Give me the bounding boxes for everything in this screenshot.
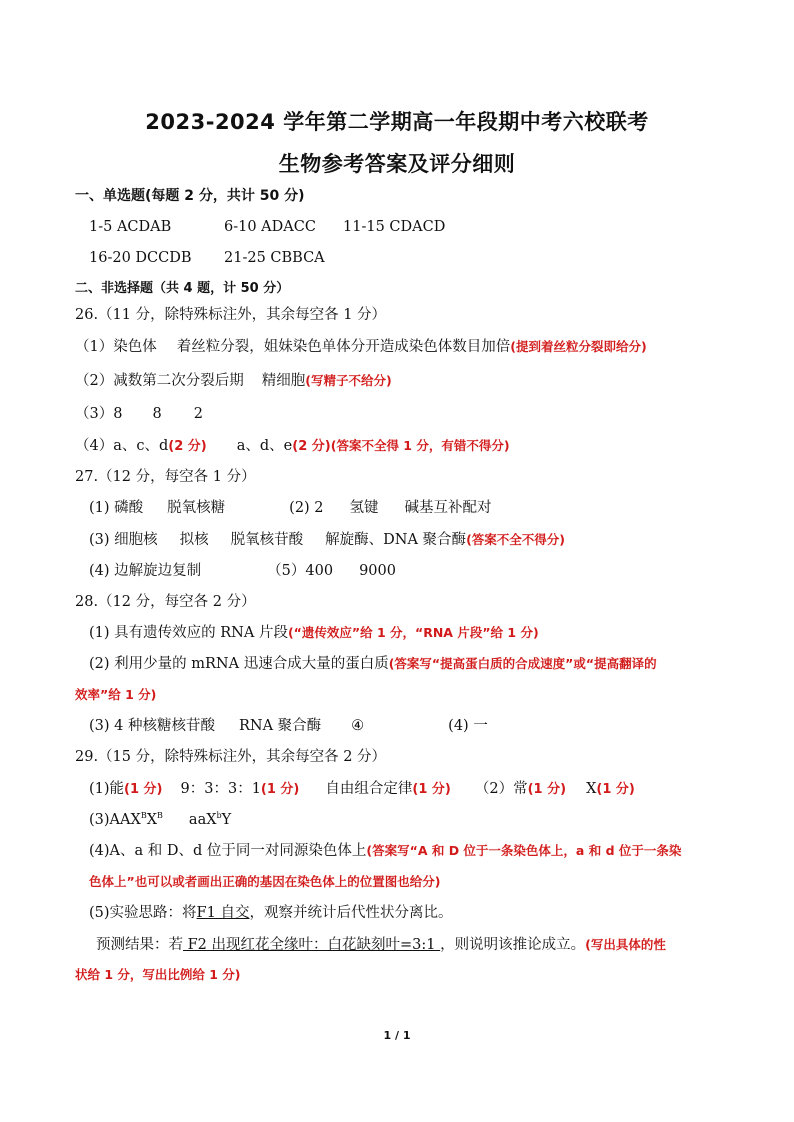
q27-part4 [89,561,396,581]
q29-p5-underlined: F1 自交 [196,905,250,921]
q28-p2-answer: (2) 利用少量的 mRNA 迅速合成大量的蛋白质 [89,656,389,672]
q29-p2-a: （2）常 [474,781,528,797]
q26-p4-answer-a: （4）a、c、d [75,438,169,454]
q26-p4-score-2: (2 分) [292,439,331,454]
mc-answer-16-20: 16-20 DCCDB [89,250,192,266]
q27-heading: 27.（12 分，每空各 1 分） [75,469,256,485]
q26-p3-b: 8 [152,406,162,422]
q29-p4-note: (答案写“A 和 D 位于一条染色体上，a 和 d 位于一条染 [366,843,682,858]
q26-p3-a: （3）8 [75,406,123,422]
q29-p3-genotype-2: aaX$^b$Y [188,811,232,828]
q29-p6-b: ，则说明该推论成立。 [440,937,586,953]
q27-p3-d: 解旋酶、DNA 聚合酶 [325,532,467,548]
q29-part5 [89,903,452,923]
q29-p1-score-3: (1 分) [412,782,451,797]
exam-title: 2023-2024 学年第二学期高一年段期中考六校联考 [145,110,649,134]
q26-p1-answer-b: 着丝粒分裂，姐妹染色单体分开造成染色体数目加倍 [176,339,511,355]
q28-p3-a: (3) 4 种核糖核苷酸 [89,718,215,734]
q29-p6-a: 预测结果：若 [96,937,183,953]
q27-p5-a: （5）400 [267,563,334,579]
q26-part4 [75,436,510,457]
section2-heading: 二、非选择题（共 4 题，计 50 分） [75,281,290,296]
q27-p1-b: 脱氧核糖 [167,500,226,516]
q26-p4-answer-b: a、d、e [236,438,293,454]
q29-p3-genotype-1: $(3)AAX^BX^B$ [89,811,163,828]
page-number: 1 / 1 [383,1029,411,1042]
q27-p3-note: (答案不全不得分) [466,532,565,547]
q29-heading: 29.（15 分，除特殊标注外，其余每空各 2 分） [75,749,387,765]
q29-p2-score-1: (1 分) [527,782,567,797]
q26-p3-c: 2 [193,406,203,422]
q28-part2 [89,654,657,674]
q28-part1 [89,623,539,643]
q28-heading: 28.（12 分，每空各 2 分） [75,594,256,610]
document-subtitle: 生物参考答案及评分细则 [278,152,516,176]
q29-p4-answer: (4)A、a 和 D、d 位于同一对同源染色体上 [89,843,367,859]
q27-part3 [89,530,565,550]
q26-p2-answer-a: （2）减数第二次分裂后期 [75,373,244,389]
q28-p2-note: (答案写“提高蛋白质的合成速度”或“提高翻译的 [388,656,657,671]
q26-p1-answer-a: （1）染色体 [75,339,157,355]
q27-p2-a: (2) 2 [289,500,324,516]
q26-p4-score-1: (2 分) [168,439,207,454]
q29-part4 [89,841,681,861]
q29-p1-b: 9：3：3：1 [180,781,261,797]
q26-part3 [75,404,203,424]
q27-p1-a: (1) 磷酸 [89,500,144,516]
q28-part3 [89,716,488,736]
q29-p1-score-1: (1 分) [124,782,163,797]
q29-part3 [89,810,231,830]
q29-p1-a: (1)能 [89,781,125,797]
q29-p4-note-cont: 色体上”也可以或者画出正确的基因在染色体上的位置图也给分) [89,874,441,889]
q27-p3-b: 拟核 [179,532,209,548]
mc-answer-6-10: 6-10 ADACC [224,219,316,235]
mc-answer-21-25: 21-25 CBBCA [224,250,325,266]
q27-p4-a: (4) 边解旋边复制 [89,563,202,579]
q27-p5-b: 9000 [359,563,396,579]
q26-part1 [75,337,647,357]
q29-p1-c: 自由组合定律 [325,781,413,797]
q27-p2-b: 氢键 [349,500,379,516]
q29-p6-note-cont: 状给 1 分，写出比例给 1 分) [75,967,241,982]
q28-p1-note: (“遗传效应”给 1 分，“RNA 片段”给 1 分) [287,625,539,640]
q29-p2-b: X [586,781,597,797]
q28-p3-b: RNA 聚合酶 [238,718,322,734]
q27-p2-c: 碱基互补配对 [404,500,492,516]
q26-p1-note: (提到着丝粒分裂即给分) [510,339,647,354]
mc-answer-1-5: 1-5 ACDAB [89,219,172,235]
q29-p6-underlined: F2 出现红花全缘叶：白花缺刻叶=3:1 [183,937,441,953]
q29-part1 [89,779,635,800]
q26-p2-answer-b: 精细胞 [261,373,306,389]
q27-p3-c: 脱氧核苷酸 [230,532,304,548]
q27-part1 [89,498,492,518]
q26-p4-note: (答案不全得 1 分，有错不得分) [330,438,510,453]
q26-heading: 26.（11 分，除特殊标注外，其余每空各 1 分） [75,307,387,323]
q27-p3-a: (3) 细胞核 [89,532,158,548]
q29-p1-score-2: (1 分) [260,782,300,797]
q28-p1-answer: (1) 具有遗传效应的 RNA 片段 [89,625,288,641]
q29-p5-b: ，观察并统计后代性状分离比。 [249,905,453,921]
q29-p2-score-2: (1 分) [596,782,635,797]
q26-p2-note: (写精子不给分) [305,373,392,388]
q28-p3-c: ④ [351,718,365,734]
q29-p5-a: (5)实验思路：将 [89,905,197,921]
section1-heading: 一、单选题(每题 2 分，共计 50 分) [75,188,305,204]
mc-answer-11-15: 11-15 CDACD [343,219,446,235]
q29-prediction [96,935,666,955]
q28-p4-a: (4) 一 [448,718,488,734]
q26-part2 [75,371,392,391]
q28-p2-note-cont: 效率”给 1 分) [75,687,157,702]
q29-p6-note: (写出具体的性 [585,937,666,952]
